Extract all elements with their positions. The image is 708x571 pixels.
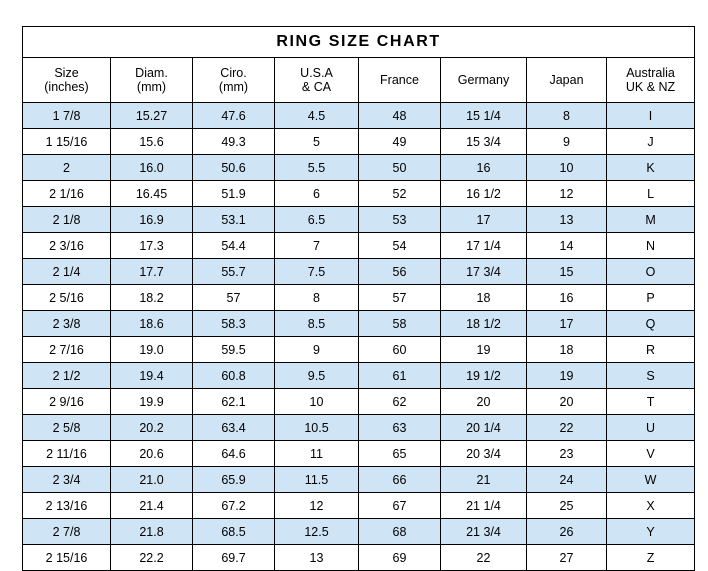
table-cell: 19	[527, 363, 607, 389]
ring-size-chart-sheet	[22, 26, 684, 571]
table-cell: 57	[359, 285, 441, 311]
table-cell: 2 3/8	[23, 311, 111, 337]
table-cell: 2 3/16	[23, 233, 111, 259]
table-cell: 21.0	[111, 467, 193, 493]
table-cell: 22	[441, 545, 527, 571]
table-cell: 54.4	[193, 233, 275, 259]
table-cell: 19.0	[111, 337, 193, 363]
table-cell: 49.3	[193, 129, 275, 155]
table-cell: 16.9	[111, 207, 193, 233]
table-cell: 52	[359, 181, 441, 207]
table-cell: N	[607, 233, 695, 259]
table-cell: 5	[275, 129, 359, 155]
table-cell: 64.6	[193, 441, 275, 467]
table-cell: 10	[527, 155, 607, 181]
table-row	[23, 103, 695, 129]
chart-title-row	[23, 27, 695, 58]
column-header	[23, 58, 111, 103]
table-cell: 62.1	[193, 389, 275, 415]
table-cell: 55.7	[193, 259, 275, 285]
column-header-line1: Germany	[457, 73, 510, 87]
table-cell: 2 1/2	[23, 363, 111, 389]
table-cell: 18	[527, 337, 607, 363]
table-cell: Q	[607, 311, 695, 337]
table-cell: 2 5/8	[23, 415, 111, 441]
table-cell: 16.0	[111, 155, 193, 181]
table-cell: W	[607, 467, 695, 493]
table-cell: 17 3/4	[441, 259, 527, 285]
table-cell: 53	[359, 207, 441, 233]
table-cell: 58	[359, 311, 441, 337]
table-cell: 12.5	[275, 519, 359, 545]
column-header-line2: (mm)	[218, 80, 249, 94]
table-cell: 62	[359, 389, 441, 415]
table-row	[23, 493, 695, 519]
table-row	[23, 233, 695, 259]
table-cell: X	[607, 493, 695, 519]
table-cell: 53.1	[193, 207, 275, 233]
table-cell: 2 11/16	[23, 441, 111, 467]
table-cell: K	[607, 155, 695, 181]
table-cell: 22.2	[111, 545, 193, 571]
column-header-line2: UK & NZ	[625, 80, 676, 94]
column-header-line1: Ciro.	[220, 66, 247, 80]
table-cell: 15.6	[111, 129, 193, 155]
table-cell: T	[607, 389, 695, 415]
table-row	[23, 519, 695, 545]
table-cell: 65	[359, 441, 441, 467]
table-cell: 54	[359, 233, 441, 259]
table-cell: 19 1/2	[441, 363, 527, 389]
table-cell: 1 15/16	[23, 129, 111, 155]
table-cell: 16	[441, 155, 527, 181]
table-cell: 21.4	[111, 493, 193, 519]
table-cell: 61	[359, 363, 441, 389]
table-row	[23, 467, 695, 493]
table-cell: 20	[441, 389, 527, 415]
table-cell: 11.5	[275, 467, 359, 493]
table-cell: 7.5	[275, 259, 359, 285]
table-cell: 14	[527, 233, 607, 259]
table-cell: 15	[527, 259, 607, 285]
table-cell: S	[607, 363, 695, 389]
table-cell: 18.6	[111, 311, 193, 337]
table-cell: 9	[527, 129, 607, 155]
table-cell: 48	[359, 103, 441, 129]
table-cell: 2 5/16	[23, 285, 111, 311]
table-cell: 20 1/4	[441, 415, 527, 441]
table-cell: 21	[441, 467, 527, 493]
table-cell: 2 13/16	[23, 493, 111, 519]
table-row	[23, 181, 695, 207]
table-cell: 13	[275, 545, 359, 571]
table-cell: 26	[527, 519, 607, 545]
table-cell: 68	[359, 519, 441, 545]
page-title: RING SIZE CHART	[23, 27, 695, 58]
table-cell: R	[607, 337, 695, 363]
table-cell: 18	[441, 285, 527, 311]
table-row	[23, 389, 695, 415]
table-cell: 19.9	[111, 389, 193, 415]
table-row	[23, 259, 695, 285]
table-cell: 51.9	[193, 181, 275, 207]
table-cell: 17	[527, 311, 607, 337]
column-header	[607, 58, 695, 103]
table-cell: 20.2	[111, 415, 193, 441]
table-cell: Y	[607, 519, 695, 545]
table-cell: 2	[23, 155, 111, 181]
table-cell: 10.5	[275, 415, 359, 441]
table-row	[23, 285, 695, 311]
table-cell: 47.6	[193, 103, 275, 129]
table-cell: 22	[527, 415, 607, 441]
table-cell: 69	[359, 545, 441, 571]
column-header	[193, 58, 275, 103]
table-cell: 17.3	[111, 233, 193, 259]
table-cell: 16.45	[111, 181, 193, 207]
table-cell: 67	[359, 493, 441, 519]
table-cell: 8	[527, 103, 607, 129]
ring-size-chart-table	[22, 26, 695, 571]
table-cell: 8.5	[275, 311, 359, 337]
table-cell: 9	[275, 337, 359, 363]
table-cell: 2 1/4	[23, 259, 111, 285]
table-cell: 17.7	[111, 259, 193, 285]
table-cell: 27	[527, 545, 607, 571]
column-header-line1: Australia	[626, 66, 675, 80]
table-cell: V	[607, 441, 695, 467]
table-cell: 19.4	[111, 363, 193, 389]
table-cell: 2 1/8	[23, 207, 111, 233]
table-cell: 25	[527, 493, 607, 519]
table-cell: 2 7/8	[23, 519, 111, 545]
column-header-line2: (mm)	[136, 80, 167, 94]
column-header-line1: Diam.	[135, 66, 168, 80]
table-cell: 56	[359, 259, 441, 285]
table-cell: 67.2	[193, 493, 275, 519]
table-cell: 18 1/2	[441, 311, 527, 337]
table-cell: U	[607, 415, 695, 441]
table-cell: 19	[441, 337, 527, 363]
table-cell: 6.5	[275, 207, 359, 233]
table-cell: 2 3/4	[23, 467, 111, 493]
table-cell: 7	[275, 233, 359, 259]
table-row	[23, 545, 695, 571]
table-header-row	[23, 58, 695, 103]
column-header-line1: Japan	[549, 73, 584, 87]
table-cell: 5.5	[275, 155, 359, 181]
table-cell: M	[607, 207, 695, 233]
table-cell: 17	[441, 207, 527, 233]
column-header	[111, 58, 193, 103]
table-cell: I	[607, 103, 695, 129]
table-row	[23, 207, 695, 233]
table-cell: 8	[275, 285, 359, 311]
table-cell: O	[607, 259, 695, 285]
table-row	[23, 129, 695, 155]
table-cell: 13	[527, 207, 607, 233]
table-row	[23, 363, 695, 389]
table-cell: 21 1/4	[441, 493, 527, 519]
table-row	[23, 155, 695, 181]
table-cell: 57	[193, 285, 275, 311]
table-cell: 2 9/16	[23, 389, 111, 415]
table-cell: 6	[275, 181, 359, 207]
table-cell: 1 7/8	[23, 103, 111, 129]
table-cell: 2 15/16	[23, 545, 111, 571]
column-header-line1: U.S.A	[300, 66, 333, 80]
table-cell: 24	[527, 467, 607, 493]
table-cell: 50	[359, 155, 441, 181]
table-cell: 60	[359, 337, 441, 363]
table-cell: 12	[275, 493, 359, 519]
table-cell: L	[607, 181, 695, 207]
table-cell: 16	[527, 285, 607, 311]
table-cell: J	[607, 129, 695, 155]
table-cell: Z	[607, 545, 695, 571]
table-cell: 21.8	[111, 519, 193, 545]
table-cell: 23	[527, 441, 607, 467]
column-header	[275, 58, 359, 103]
column-header-line1: France	[380, 73, 419, 87]
column-header	[441, 58, 527, 103]
table-cell: 4.5	[275, 103, 359, 129]
table-cell: 9.5	[275, 363, 359, 389]
table-row	[23, 311, 695, 337]
table-cell: 21 3/4	[441, 519, 527, 545]
table-cell: 58.3	[193, 311, 275, 337]
table-cell: 68.5	[193, 519, 275, 545]
table-cell: 2 7/16	[23, 337, 111, 363]
table-cell: 16 1/2	[441, 181, 527, 207]
column-header	[359, 58, 441, 103]
table-cell: 15 3/4	[441, 129, 527, 155]
table-cell: 63	[359, 415, 441, 441]
table-cell: 59.5	[193, 337, 275, 363]
table-row	[23, 415, 695, 441]
column-header-line2: (inches)	[44, 80, 89, 94]
table-cell: 20	[527, 389, 607, 415]
table-cell: 50.6	[193, 155, 275, 181]
table-cell: 69.7	[193, 545, 275, 571]
table-cell: 12	[527, 181, 607, 207]
column-header-line1: Size	[54, 66, 79, 80]
table-cell: 11	[275, 441, 359, 467]
table-cell: 63.4	[193, 415, 275, 441]
table-cell: 10	[275, 389, 359, 415]
table-cell: P	[607, 285, 695, 311]
table-cell: 20.6	[111, 441, 193, 467]
table-cell: 60.8	[193, 363, 275, 389]
column-header-line2: & CA	[301, 80, 332, 94]
table-row	[23, 441, 695, 467]
column-header	[527, 58, 607, 103]
table-cell: 2 1/16	[23, 181, 111, 207]
table-cell: 65.9	[193, 467, 275, 493]
table-cell: 20 3/4	[441, 441, 527, 467]
table-cell: 15.27	[111, 103, 193, 129]
table-cell: 49	[359, 129, 441, 155]
table-cell: 66	[359, 467, 441, 493]
table-cell: 18.2	[111, 285, 193, 311]
table-row	[23, 337, 695, 363]
table-cell: 15 1/4	[441, 103, 527, 129]
table-cell: 17 1/4	[441, 233, 527, 259]
